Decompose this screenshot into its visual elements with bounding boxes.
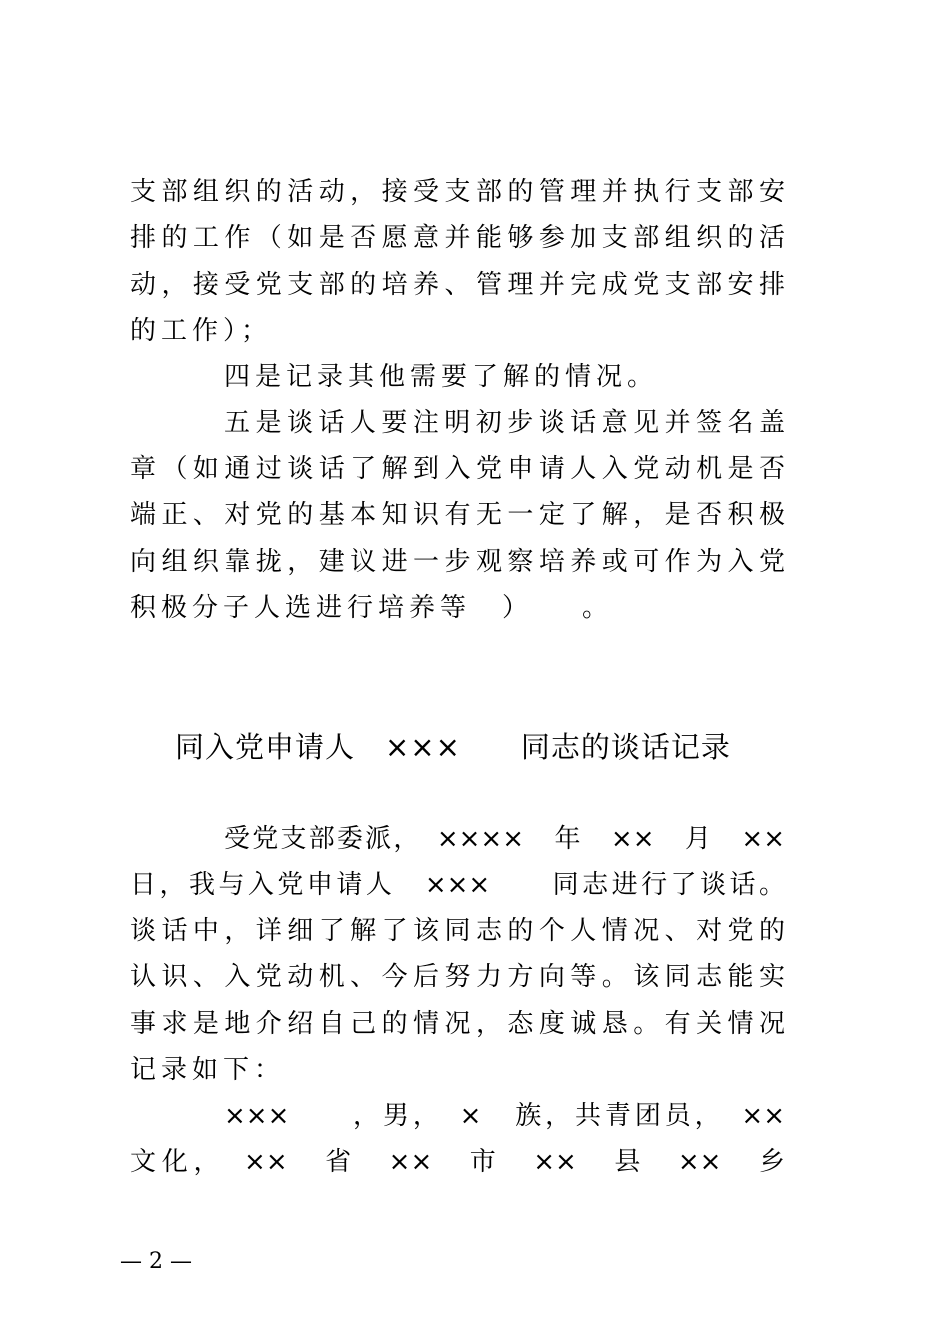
paragraph-line: 记录如下： — [130, 1055, 286, 1085]
paragraph-line: 的工作）； — [130, 316, 273, 346]
paragraph-line: 四是记录其他需要了解的情况。 — [224, 362, 659, 392]
paragraph-line: 排的工作（如是否愿意并能够参加支部组织的活 — [130, 223, 785, 253]
paragraph-line: ××× ，男， × 族，共青团员， ×× — [224, 1101, 785, 1131]
section-heading: 同入党申请人 ××× 同志的谈话记录 — [175, 730, 731, 764]
paragraph-line: 动，接受党支部的培养、管理并完成党支部安排 — [130, 270, 785, 300]
paragraph-line: 文化， ×× 省 ×× 市 ×× 县 ×× 乡 — [130, 1147, 785, 1177]
paragraph-line: 受党支部委派， ×××× 年 ×× 月 ×× — [224, 824, 785, 854]
paragraph-line: 端正、对党的基本知识有无一定了解，是否积极 — [130, 500, 785, 530]
paragraph-line: 五是谈话人要注明初步谈话意见并签名盖 — [224, 408, 785, 438]
paragraph-line: 向组织靠拢，建议进一步观察培养或可作为入党 — [130, 547, 785, 577]
paragraph-line: 事求是地介绍自己的情况，态度诚恳。有关情况 — [130, 1009, 785, 1039]
paragraph-line: 积极分子人选进行培养等 ） 。 — [130, 593, 614, 623]
paragraph-line: 支部组织的活动，接受支部的管理并执行支部安 — [130, 177, 785, 207]
paragraph-line: 认识、入党动机、今后努力方向等。该同志能实 — [130, 962, 785, 992]
paragraph-line: 章（如通过谈话了解到入党申请人入党动机是否 — [130, 454, 785, 484]
page-number: — 2 — — [120, 1249, 192, 1274]
paragraph-line: 日，我与入党申请人 ××× 同志进行了谈话。 — [130, 870, 785, 900]
paragraph-line: 谈话中，详细了解了该同志的个人情况、对党的 — [130, 916, 785, 946]
